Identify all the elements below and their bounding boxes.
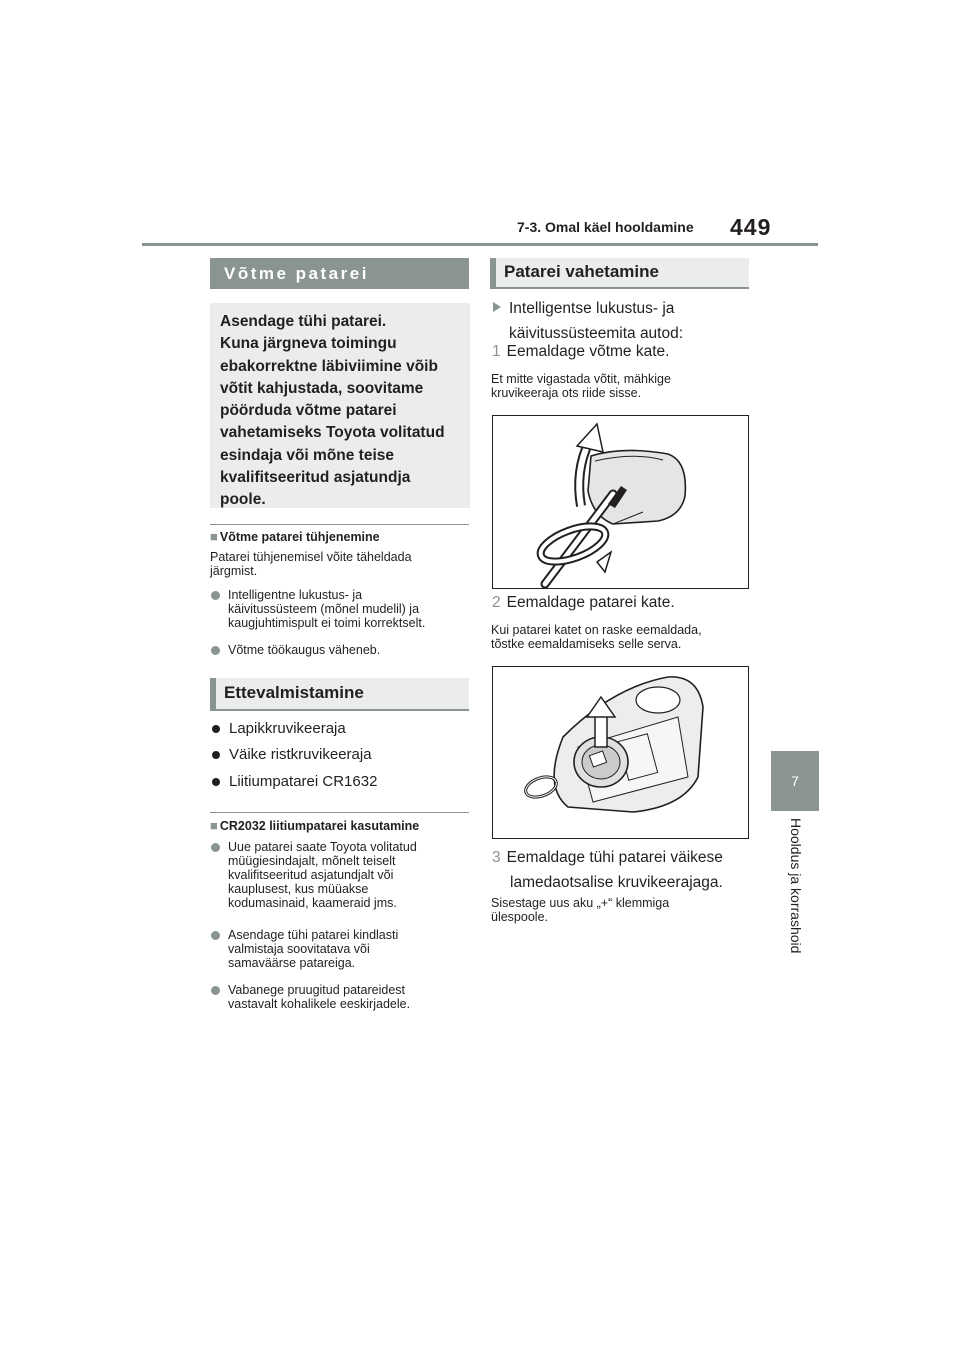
section-title-preparation: Ettevalmistamine: [210, 678, 469, 711]
chapter-tab[interactable]: 7: [771, 751, 819, 811]
bullet-dot-icon: [212, 778, 220, 786]
warning-line: Kuna järgneva toimingu: [220, 335, 397, 353]
section-title-battery-replacement: Patarei vahetamine: [490, 258, 749, 289]
square-bullet-icon: ■: [210, 818, 218, 833]
header-rule: [142, 243, 818, 246]
cr2032-heading: ■ CR2032 liitiumpatarei kasutamine: [210, 818, 420, 833]
figure-remove-battery-cover: [492, 666, 749, 839]
page-number: 449: [730, 214, 772, 240]
warning-line: kvalifitseeritud asjatundja: [220, 469, 411, 487]
bullet-dot-icon: [212, 751, 220, 759]
bullet-dot-icon: [211, 843, 220, 852]
depletion-heading: ■ Võtme patarei tühjenemine: [210, 529, 380, 544]
step-3: 3 Eemaldage tühi patarei väikese lamedaotsalise kruvikeerajaga.: [492, 849, 723, 891]
bullet-dot-icon: [211, 646, 220, 655]
warning-line: vahetamiseks Toyota volitatud: [220, 424, 445, 442]
step-1: 1 Eemaldage võtme kate.: [492, 343, 670, 360]
warning-line: võtit kahjustada, soovitame: [220, 379, 424, 397]
divider: [210, 812, 469, 813]
warning-line: Asendage tühi patarei.: [220, 313, 387, 330]
bullet-dot-icon: [211, 591, 220, 600]
step-2: 2 Eemaldage patarei kate.: [492, 594, 675, 611]
section-title-key-battery: Võtme patarei: [210, 258, 469, 289]
variant-arrow-icon: [492, 300, 502, 318]
divider: [210, 524, 469, 525]
step-3-note: Sisestage uus aku „+“ klemmiga ülespoole.: [491, 896, 670, 924]
warning-box: [210, 303, 470, 508]
step-1-note: Et mitte vigastada võtit, mähkige kruvikeeraja ots riide sisse.: [491, 372, 671, 400]
figure-remove-key-cover: [492, 415, 749, 589]
chapter-title: Hooldus ja korrashoid: [788, 818, 804, 954]
section-header: 7-3. Omal käel hooldamine: [517, 219, 694, 235]
warning-line: esindaja või mõne teise: [220, 446, 395, 464]
bullet-dot-icon: [211, 931, 220, 940]
chapter-title-vertical: [784, 818, 806, 978]
step-2-note: Kui patarei katet on raske eemaldada, tõstke eemaldamiseks selle serva.: [491, 623, 702, 651]
bullet-dot-icon: [212, 725, 220, 733]
variant-heading: Intelligentse lukustus- ja käivitussüsteemita autod:: [509, 300, 684, 342]
warning-line: ebakorrektne läbiviimine võib: [220, 357, 438, 375]
bullet-dot-icon: [211, 986, 220, 995]
warning-line: pöörduda võtme patarei: [220, 402, 397, 420]
warning-line: poole.: [220, 491, 266, 509]
depletion-intro: Patarei tühjenemisel võite täheldada järgmist.: [210, 550, 412, 578]
square-bullet-icon: ■: [210, 529, 218, 544]
